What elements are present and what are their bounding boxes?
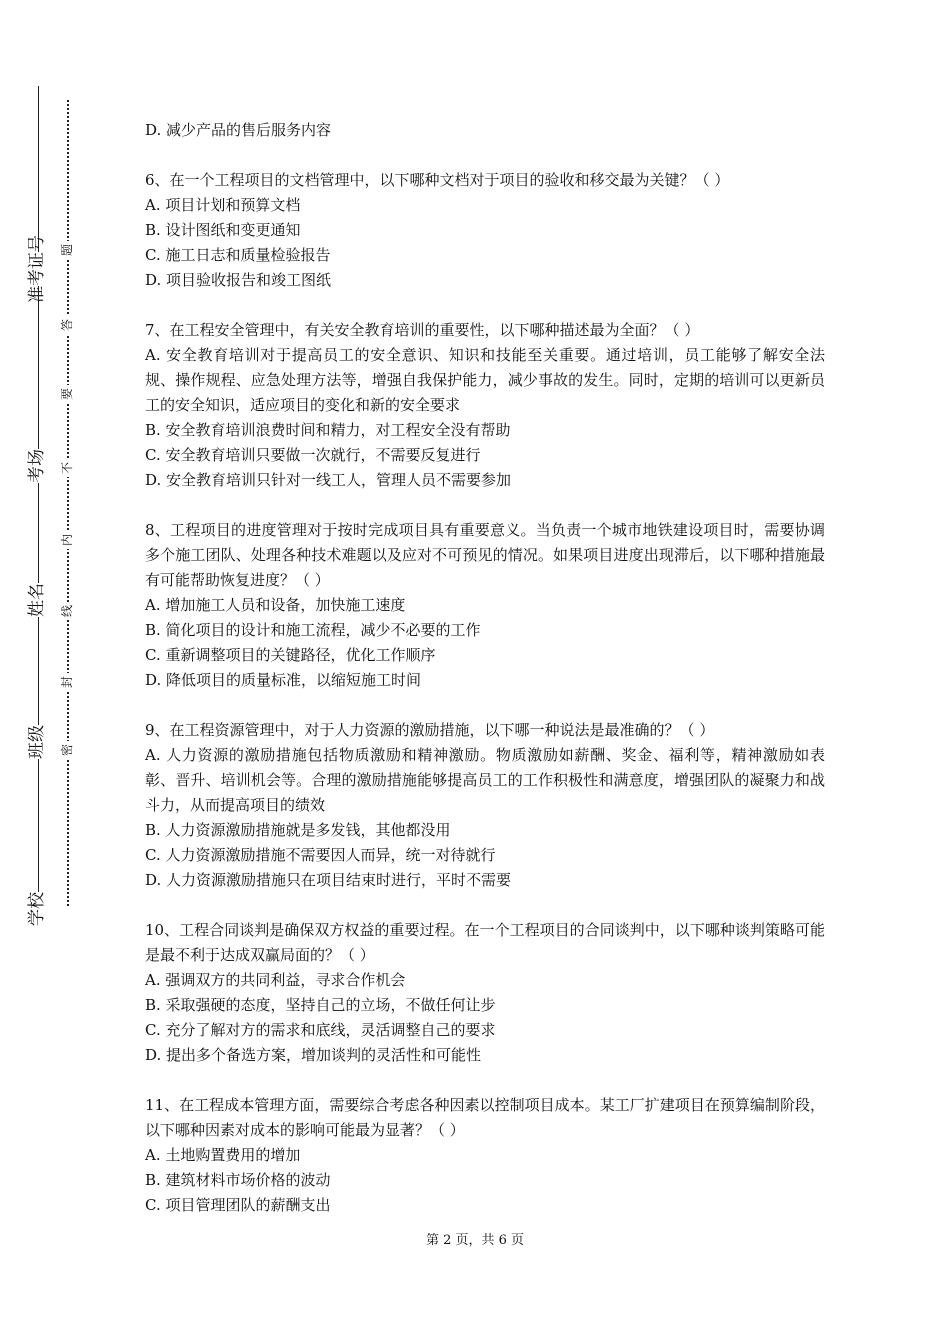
question-list xyxy=(145,118,825,1243)
option: A. 项目计划和预算文档 xyxy=(145,196,301,214)
option: C. 施工日志和质量检验报告 xyxy=(145,246,331,264)
question-7 xyxy=(145,318,825,493)
binding-margin xyxy=(0,0,90,1344)
field-label-name: 姓名 xyxy=(20,583,54,617)
seal-char: 不 xyxy=(58,459,76,477)
option: C. 充分了解对方的需求和底线，灵活调整自己的要求 xyxy=(145,1021,496,1039)
option: C. 项目管理团队的薪酬支出 xyxy=(145,1196,331,1214)
option: B. 安全教育培训浪费时间和精力，对工程安全没有帮助 xyxy=(145,421,511,439)
question-9 xyxy=(145,718,825,893)
option: A. 土地购置费用的增加 xyxy=(145,1146,301,1164)
question-6 xyxy=(145,168,825,293)
field-label-exam-room: 考场 xyxy=(20,449,54,483)
option: B. 简化项目的设计和施工流程，减少不必要的工作 xyxy=(145,621,481,639)
seal-char: 密 xyxy=(58,741,76,759)
option: C. 人力资源激励措施不需要因人而异，统一对待就行 xyxy=(145,846,496,864)
question-10 xyxy=(145,918,825,1068)
page-number-footer: 第 2 页，共 6 页 xyxy=(425,1233,525,1248)
option: C. 重新调整项目的关键路径，优化工作顺序 xyxy=(145,646,436,664)
question-5-tail xyxy=(145,118,825,143)
seal-char: 要 xyxy=(58,385,76,403)
option: A. 增加施工人员和设备，加快施工速度 xyxy=(145,596,406,614)
question-stem: 7、在工程安全管理中，有关安全教育培训的重要性，以下哪种描述最为全面？（ ） xyxy=(145,321,700,339)
option: D. 减少产品的售后服务内容 xyxy=(145,121,332,139)
field-label-exam-number: 准考证号 xyxy=(20,252,54,286)
binding-dotted-line xyxy=(67,100,69,906)
field-label-school: 学校 xyxy=(20,892,54,926)
question-stem: 10、工程合同谈判是确保双方权益的重要过程。在一个工程项目的合同谈判中，以下哪种谈判策略可能是最不利于达成双赢局面的？（ ） xyxy=(145,921,825,964)
question-stem: 8、工程项目的进度管理对于按时完成项目具有重要意义。当负责一个城市地铁建设项目时，需要协调多个施工团队、处理各种技术难题以及应对不可预见的情况。如果项目进度出现滞后，以下哪种措施最有可能帮助恢复进度？（ ） xyxy=(145,521,825,589)
seal-char: 封 xyxy=(58,673,76,691)
option: B. 采取强硬的态度，坚持自己的立场，不做任何让步 xyxy=(145,996,496,1014)
binding-solid-line xyxy=(38,86,39,921)
question-stem: 6、在一个工程项目的文档管理中，以下哪种文档对于项目的验收和移交最为关键？（ ） xyxy=(145,171,730,189)
seal-char: 线 xyxy=(58,602,76,620)
option: B. 设计图纸和变更通知 xyxy=(145,221,301,239)
option: A. 强调双方的共同利益，寻求合作机会 xyxy=(145,971,406,989)
option: D. 提出多个备选方案，增加谈判的灵活性和可能性 xyxy=(145,1046,482,1064)
field-label-class: 班级 xyxy=(20,725,54,759)
option: D. 人力资源激励措施只在项目结束时进行，平时不需要 xyxy=(145,871,512,889)
option: D. 项目验收报告和竣工图纸 xyxy=(145,271,332,289)
question-stem: 11、在工程成本管理方面，需要综合考虑各种因素以控制项目成本。某工厂扩建项目在预算编制阶段，以下哪种因素对成本的影响可能最为显著？（ ） xyxy=(145,1096,825,1139)
option: B. 建筑材料市场价格的波动 xyxy=(145,1171,331,1189)
seal-char: 内 xyxy=(58,531,76,549)
question-stem: 9、在工程资源管理中，对于人力资源的激励措施，以下哪一种说法是最准确的？（ ） xyxy=(145,721,715,739)
question-11 xyxy=(145,1093,825,1218)
option: B. 人力资源激励措施就是多发钱，其他都没用 xyxy=(145,821,451,839)
option: D. 降低项目的质量标准，以缩短施工时间 xyxy=(145,671,422,689)
option: D. 安全教育培训只针对一线工人，管理人员不需要参加 xyxy=(145,471,512,489)
question-8 xyxy=(145,518,825,693)
option: A. 安全教育培训对于提高员工的安全意识、知识和技能至关重要。通过培训，员工能够了解安全法规、操作规程、应急处理方法等，增强自我保护能力，减少事故的发生。同时，定期的培训可以更新员工的安全知识，适应项目的变化和新的安全要求 xyxy=(145,346,825,414)
seal-char: 题 xyxy=(58,241,76,259)
seal-char: 答 xyxy=(58,316,76,334)
option: A. 人力资源的激励措施包括物质激励和精神激励。物质激励如薪酬、奖金、福利等，精神激励如表彰、晋升、培训机会等。合理的激励措施能够提高员工的工作积极性和满意度，增强团队的凝聚力和战斗力，从而提高项目的绩效 xyxy=(145,746,825,814)
option: C. 安全教育培训只要做一次就行，不需要反复进行 xyxy=(145,446,481,464)
